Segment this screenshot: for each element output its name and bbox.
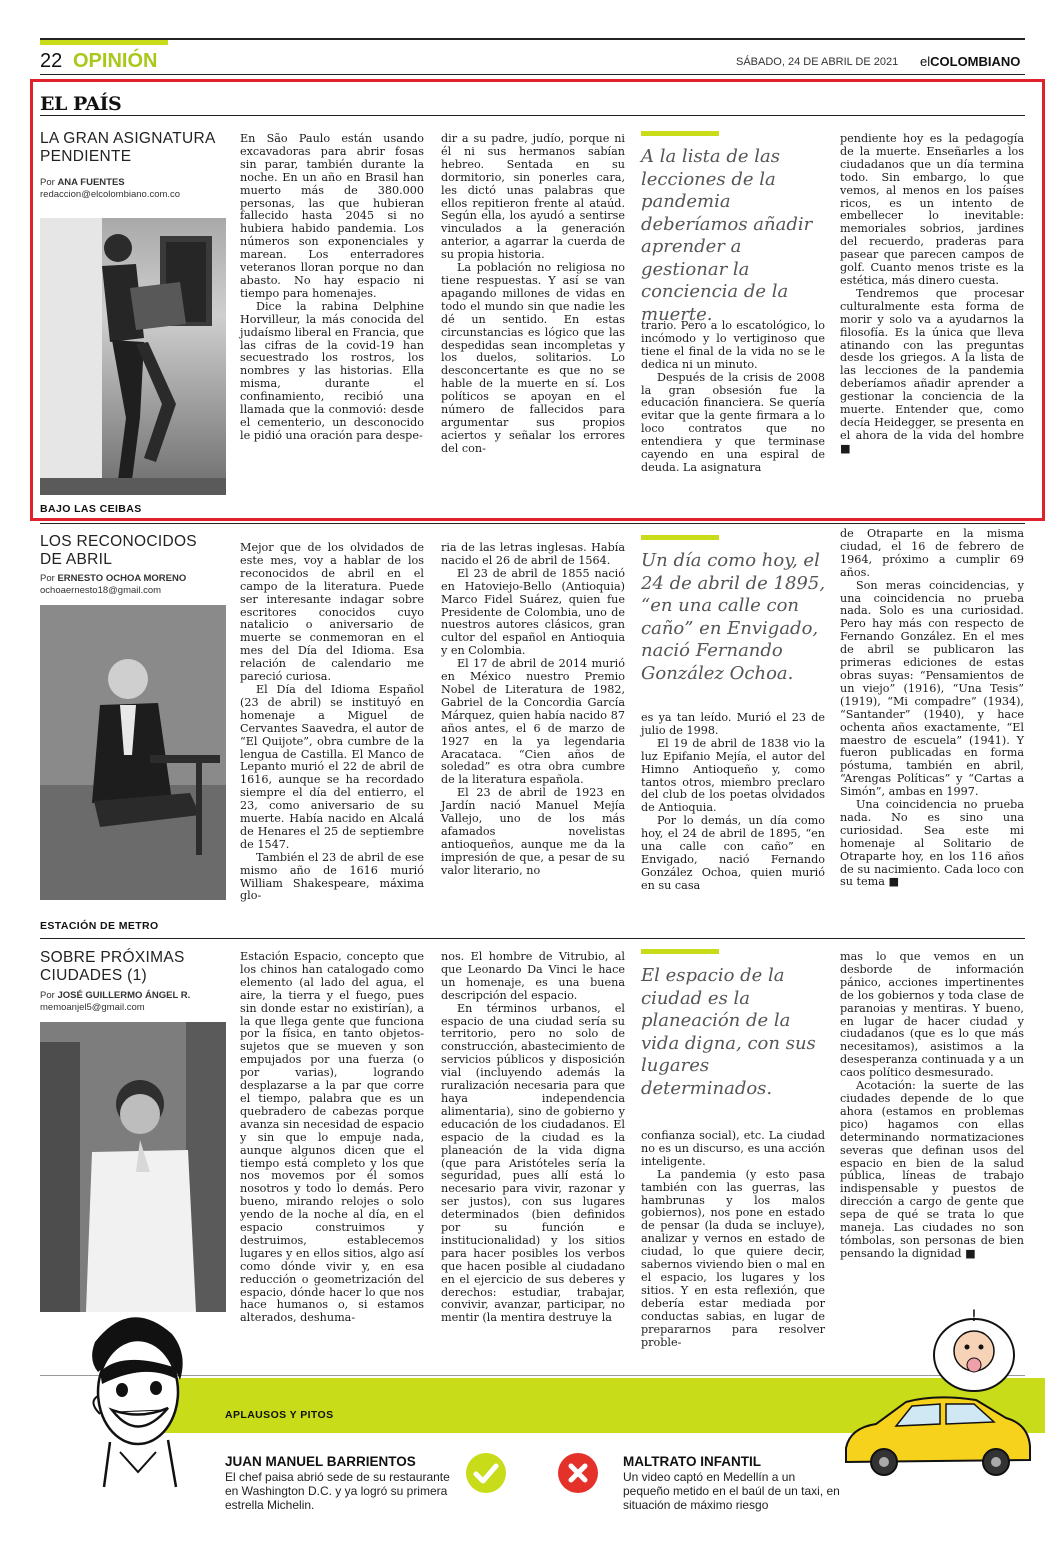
article2-column-2 — [441, 542, 625, 904]
x-icon — [558, 1453, 598, 1493]
boo-text: Un video captó en Medellín a un pequeño metido en el baúl de un taxi, en situación de máximo riesgo — [623, 1470, 840, 1512]
yellow-taxi-icon — [836, 1388, 1036, 1483]
baby-illustration — [926, 1305, 1022, 1395]
paragraph: Por lo demás, un día como hoy, el 24 de abril de 1895, “en una calle con caño” en Envigado, nació Fernando González Ochoa, quien murió en su casa — [641, 814, 825, 892]
taxi-illustration — [836, 1388, 1036, 1483]
pullquote-bar — [641, 949, 719, 954]
author-name: ERNESTO OCHOA MORENO — [57, 573, 187, 584]
article1-title — [40, 130, 230, 166]
article2-title-line2: DE ABRIL — [40, 551, 113, 568]
paragraph: Dice la rabina Delphine Horvilleur, la más conocida del judaísmo liberal en Francia, que las cifras de la covid-19 han secuestrado los rostros, los nombres y las historias. Ella misma, durante el confinamiento, recibió una llamada que la conmovió: desde el cementerio, un desconocido le pidió una oración para despe- — [240, 299, 424, 442]
byline-prefix: Por — [40, 573, 55, 584]
article1-title-line2: PENDIENTE — [40, 148, 132, 165]
caricature-illustration — [60, 1302, 210, 1487]
article1-top-rule — [40, 115, 1025, 116]
pullquote-bar — [641, 131, 719, 136]
paragraph: dir a su padre, judío, porque ni él ni sus hermanos sabían hebreo. Sentada en su dormitorio, sin ponerles cara, les dictó unas palabras que ellos repitieron frente al ataúd. Según ella, los ayudó a sentirse vinculados a la generación anterior, a agarrar la cuerda de su propia historia. — [441, 132, 625, 262]
email-text: ochoaernesto18@gmail.com — [40, 585, 162, 596]
article3-title-line2: CIUDADES (1) — [40, 967, 147, 984]
article1-column-4 — [840, 133, 1024, 491]
paragraph: En São Paulo están usando excavadoras para abrir fosas sin parar, también durante la noche. En un año en Brasil han muerto más de 380.000 personas, las que hubieran fallecido hasta 2045 si no hubiera habido pandemia. Los números son exponenciales y marean. Los enterradores veteranos lloran porque no dan abasto. No hay espacio ni tiempo para homenajes. — [240, 132, 424, 300]
article2-column-4 — [840, 528, 1024, 904]
paragraph: Estación Espacio, concepto que los chinos han catalogado como elemento (al lado del agua, el aire, la tierra y el fuego, pues sin donde estar no existirían), a la que llega gente que funciona por la física, en tanto objetos-sujetos que se mueven y son empujados por una fuerza (o por varias), logrando desplazarse a la par que corre el tiempo, palabra que es un quebradero de cabezas porque avanza sin necesidad de espacio y sin que lo empuje nada, aunque algunos dicen que el tiempo está completo y los que nos movemos por él somos nosotros y todo lo demás. Pero bueno, mirando relojes o solo yendo de la noche al día, en el espacio construimos y destruimos, establecemos lugares y en ellos sitios, algo así como dónde vivir y, en esa reducción o geometrización del espacio, dónde hacer lo que nos hace humanos o, si estamos alterados, deshuma- — [240, 950, 424, 1325]
article1-column-1 — [240, 133, 424, 491]
byline-prefix: Por — [40, 177, 55, 188]
paragraph: El Día del Idioma Español (23 de abril) se instituyó en homenaje a Miguel de Cervantes Saavedra, el autor de “El Quijote”, obra cumbre de la lengua de Castilla. El Manco de Lepanto murió el 22 de abril de 1616, aunque se ha recordado siempre el día del entierro, el 23, como aniversario de su muerte. Había nacido en Alcalá de Henares el 25 de septiembre de 1547. — [240, 682, 424, 851]
top-rule — [40, 38, 1025, 40]
paragraph: confianza social), etc. La ciudad no es un discurso, es una acción inteligente. — [641, 1129, 825, 1168]
article2-email — [40, 585, 161, 596]
article2-column-label: BAJO LAS CEIBAS — [40, 503, 142, 515]
paragraph: trario. Pero a lo escatológico, lo incómodo y lo vertiginoso que tiene el final de la vida no se le dedica ni un minuto. — [641, 319, 825, 371]
boo-title: MALTRATO INFANTIL — [623, 1454, 761, 1469]
paragraph: El 23 de abril de 1855 nació en Hatoviejo-Bello (Antioquia) Marco Fidel Suárez, quien fue Presidente de Colombia, uno de nuestros autores clásicos, gran cultor del español en Antioquia y en Colombia. — [441, 566, 625, 658]
x-mark-icon — [558, 1453, 598, 1493]
header-bottom-rule — [40, 74, 1025, 75]
pullquote-bar — [641, 535, 719, 540]
brand-name: COLOMBIANO — [930, 54, 1021, 69]
article1-pullquote: A la lista de las lecciones de la pandemia deberíamos añadir aprender a gestionar la conciencia de la muerte. — [641, 146, 813, 325]
author-photo-angel — [40, 1022, 226, 1312]
source-logo: EL PAÍS — [40, 93, 122, 115]
paragraph: También el 23 de abril de ese mismo año de 1616 murió William Shakespeare, máxima glo- — [240, 850, 424, 903]
paragraph: El 19 de abril de 1838 vio la luz Epifanio Mejía, el autor del Himno Antioqueño y, como tantos otros, miembro preclaro del club de los poetas olvidados de Antioquia. — [641, 736, 825, 815]
article3-column-3 — [641, 1130, 825, 1371]
paragraph: Son meras coincidencias, y una coincidencia no prueba nada. Solo es una curiosidad. Pero hay más con respecto de Fernando González. En el mes de abril se publicaron las primeras ediciones de estas obras suyas: “Pensamientos de un viejo” (1916), “Una Tesis” (1919), “Mi compadre” (1934), “Santander” (1940), y hace ochenta años exactamente, “El maestro de escuela” (1941). Y fueron publicadas en forma póstuma, también en abril, “Arengas Políticas” y “Cartas a Simón”, ambas en 1997. — [840, 578, 1024, 799]
article3-column-label: ESTACIÓN DE METRO — [40, 920, 159, 932]
paragraph: Tendremos que procesar culturalmente esta forma de morir y solo va a ayudarnos la filosofía. Es la única que lleva atinando con las preguntas desde los griegos. A la lista de las lecciones de la pandemia deberíamos añadir aprender a gestionar la conciencia de la muerte. Entender que, como decía Heidegger, se presenta en el ahora de la vida del hombre ■ — [840, 286, 1024, 455]
paragraph: pendiente hoy es la pedagogía de la muerte. Enseñarles a los ciudadanos que un día termina todo. Sin embargo, lo que vemos, al menos en los países ricos, es un intento de embellecer lo inevitable: memoriales sobrios, jardines del recuerdo, praderas para pasear que parecen campos de golf. Cuanto menos triste es la estética, más dinero cuesta. — [840, 132, 1024, 287]
paragraph: El 23 de abril de 1923 en Jardín nació Manuel Mejía Vallejo, uno de los más afamados novelistas antioqueños, aunque me da la impresión de que, a pesar de su valor literario, no — [441, 786, 625, 877]
paragraph: En términos urbanos, el espacio de una ciudad sería su territorio, pero no solo de construcción, abastecimiento de servicios públicos y disposición vial (incluyendo además la ruralización necesaria para que haya independencia alimentaria), sino de gobierno y educación de los ciudadanos. El espacio de la ciudad es la planeación de la vida digna (que para Aristóteles sería la seguridad, pues allí está lo necesario para vivir, razonar y ser justos), con sus lugares determinados (bien definidos por su función e institucionalidad) y los sitios para hacer posibles los verbos que hacen posible al ciudadano en el ejercicio de sus deberes y derechos: estudiar, trabajar, convivir, avanzar, participar, no mentir (la mentira destruye la — [441, 1001, 625, 1325]
statue-illustration — [40, 218, 226, 495]
paragraph: La pandemia (y esto pasa también con las guerras, las hambrunas y los malos gobiernos), nos pone en estado de pensar (la duda se incluye), analizar y vernos en estado de ciudad, lo que quiere decir, sabernos viviendo bien o mal en el espacio, los lugares y los sitios. Y en esta reflexión, que debería estar mediada por conductas sabias, en lugar de prepararnos para resolver proble- — [641, 1167, 825, 1349]
paragraph: es ya tan leído. Murió el 23 de julio de 1998. — [641, 711, 825, 737]
paragraph: Mejor que de los olvidados de este mes, voy a hablar de los reconocidos de abril en el campo de la literatura. Puede ser interesante indagar sobre escritores conocidos cuyo natalicio o aniversario de muerte se conmemoran en el mes del Día del Idioma. Esa relación de calendario me pareció curiosa. — [240, 541, 424, 684]
article3-pullquote: El espacio de la ciudad es la planeación de la vida digna, con sus lugares determinados. — [641, 965, 816, 1099]
email-text: memoanjel5@gmail.com — [40, 1002, 145, 1013]
svg-text:!: ! — [970, 1306, 978, 1325]
aplausos-title: APLAUSOS Y PITOS — [225, 1409, 334, 1421]
article2-title-line1: LOS RECONOCIDOS — [40, 533, 197, 550]
author-name: JOSÉ GUILLERMO ÁNGEL R. — [57, 990, 191, 1001]
paragraph: de Otraparte en la misma ciudad, el 16 de febrero de 1964, próximo a cumplir 69 años. — [840, 527, 1024, 579]
article1-column-3 — [641, 320, 825, 492]
paragraph: El 17 de abril de 2014 murió en México nuestro Premio Nobel de Literatura de 1982, Gabriel de la Concordia García Márquez, quien había nacido 87 años antes, el 6 de marzo de 1927 en la ya legendaria Aracataca. “Cien años de soledad” es otra obra cumbre de la literatura española. — [441, 657, 625, 787]
author-portrait — [40, 605, 226, 900]
date-line: SÁBADO, 24 DE ABRIL DE 2021 — [736, 56, 899, 68]
applause-title: JUAN MANUEL BARRIENTOS — [225, 1454, 416, 1469]
article3-title-line1: SOBRE PRÓXIMAS — [40, 949, 185, 966]
paragraph: Una coincidencia no prueba nada. No es sino una curiosidad. Sea este mi homenaje al Solitario de Otraparte hoy, en los 116 años de su nacimiento. Cada loco con su tema ■ — [840, 798, 1024, 889]
article2-byline — [40, 573, 186, 584]
paragraph: mas lo que vemos en un desborde de información pánico, acciones impertinentes de los gobiernos y toda clase de paranoias y mentiras. Y bueno, en lugar de hacer ciudad y ciudadanos (que es lo que más necesitamos), asistimos a la desesperanza continuada y a un caos político desmesurado. — [840, 950, 1024, 1080]
article1-column-2 — [441, 133, 625, 491]
newspaper-brand — [920, 54, 1020, 69]
paragraph: Después de la crisis de 2008 la gran obsesión fue la educación financiera. Se quería evitar que la gente firmara a lo loco contratos que no entendiera y que terminase cayendo en una espiral de deuda. La asignatura — [641, 370, 825, 474]
article2-column-1 — [240, 542, 424, 904]
paragraph: nos. El hombre de Vitrubio, al que Leonardo Da Vinci le hace un homenaje, es una buena descripción del espacio. — [441, 950, 625, 1002]
brand-el: el — [920, 54, 931, 69]
byline-prefix: Por — [40, 990, 55, 1001]
article3-column-2 — [441, 951, 625, 1371]
section-accent-bar — [40, 40, 168, 45]
paragraph: La población no religiosa no tiene respuestas. Y así se van apagando millones de vidas en todo el mundo sin que nadie les dé un sentido. En estas circunstancias es lógico que las despedidas sean incompletas y los duelos, solitarios. Lo desconcertante es que no se hable de la muerte en sí. Los políticos se apoyan en el número de fallecidos para argumentar sus propios aciertos y señalar los errores del con- — [441, 261, 625, 455]
article1-email — [40, 189, 180, 200]
article3-byline — [40, 990, 190, 1001]
article1-byline — [40, 177, 125, 188]
article3-email — [40, 1002, 145, 1013]
article3-column-4 — [840, 950, 1024, 1260]
check-mark-icon — [466, 1453, 506, 1493]
article3-title — [40, 949, 230, 985]
paragraph: ria de las letras inglesas. Había nacido el 26 de abril de 1564. — [441, 541, 625, 567]
article2-top-rule — [40, 523, 1025, 524]
paragraph: Acotación: la suerte de las ciudades depende de lo que ahora (estamos en problemas pico) hagamos con ellas determinando normatizaciones severas que definan usos del espacio en bien de la salud pública, líneas de trabajo indispensable y puestos de dirección a cargo de gente que sepa de qué se trata lo que maneja. Las ciudades no son tómbolas, son personas de bien pensando la dignidad ■ — [840, 1079, 1024, 1260]
statue-photo — [40, 218, 226, 495]
check-icon — [466, 1453, 506, 1493]
article3-column-1 — [240, 951, 424, 1371]
chef-caricature-icon — [60, 1302, 210, 1487]
article2-title — [40, 533, 230, 569]
baby-bubble-icon — [926, 1305, 1022, 1395]
page-number: 22 — [40, 50, 63, 72]
author-name: ANA FUENTES — [57, 177, 125, 188]
article3-top-rule — [40, 938, 1025, 939]
article1-title-line1: LA GRAN ASIGNATURA — [40, 130, 216, 147]
applause-text: El chef paisa abrió sede de su restaurante en Washington D.C. y ya logró su primera estrella Michelin. — [225, 1470, 450, 1512]
section-name: OPINIÓN — [73, 50, 158, 72]
email-text: redaccion@elcolombiano.com.co — [40, 189, 181, 200]
author-photo-ochoa — [40, 605, 226, 900]
article2-pullquote: Un día como hoy, el 24 de abril de 1895, “en una calle con caño” en Envigado, nació Fernando González Ochoa. — [641, 550, 826, 684]
article2-column-3 — [641, 712, 825, 904]
author-portrait — [40, 1022, 226, 1312]
